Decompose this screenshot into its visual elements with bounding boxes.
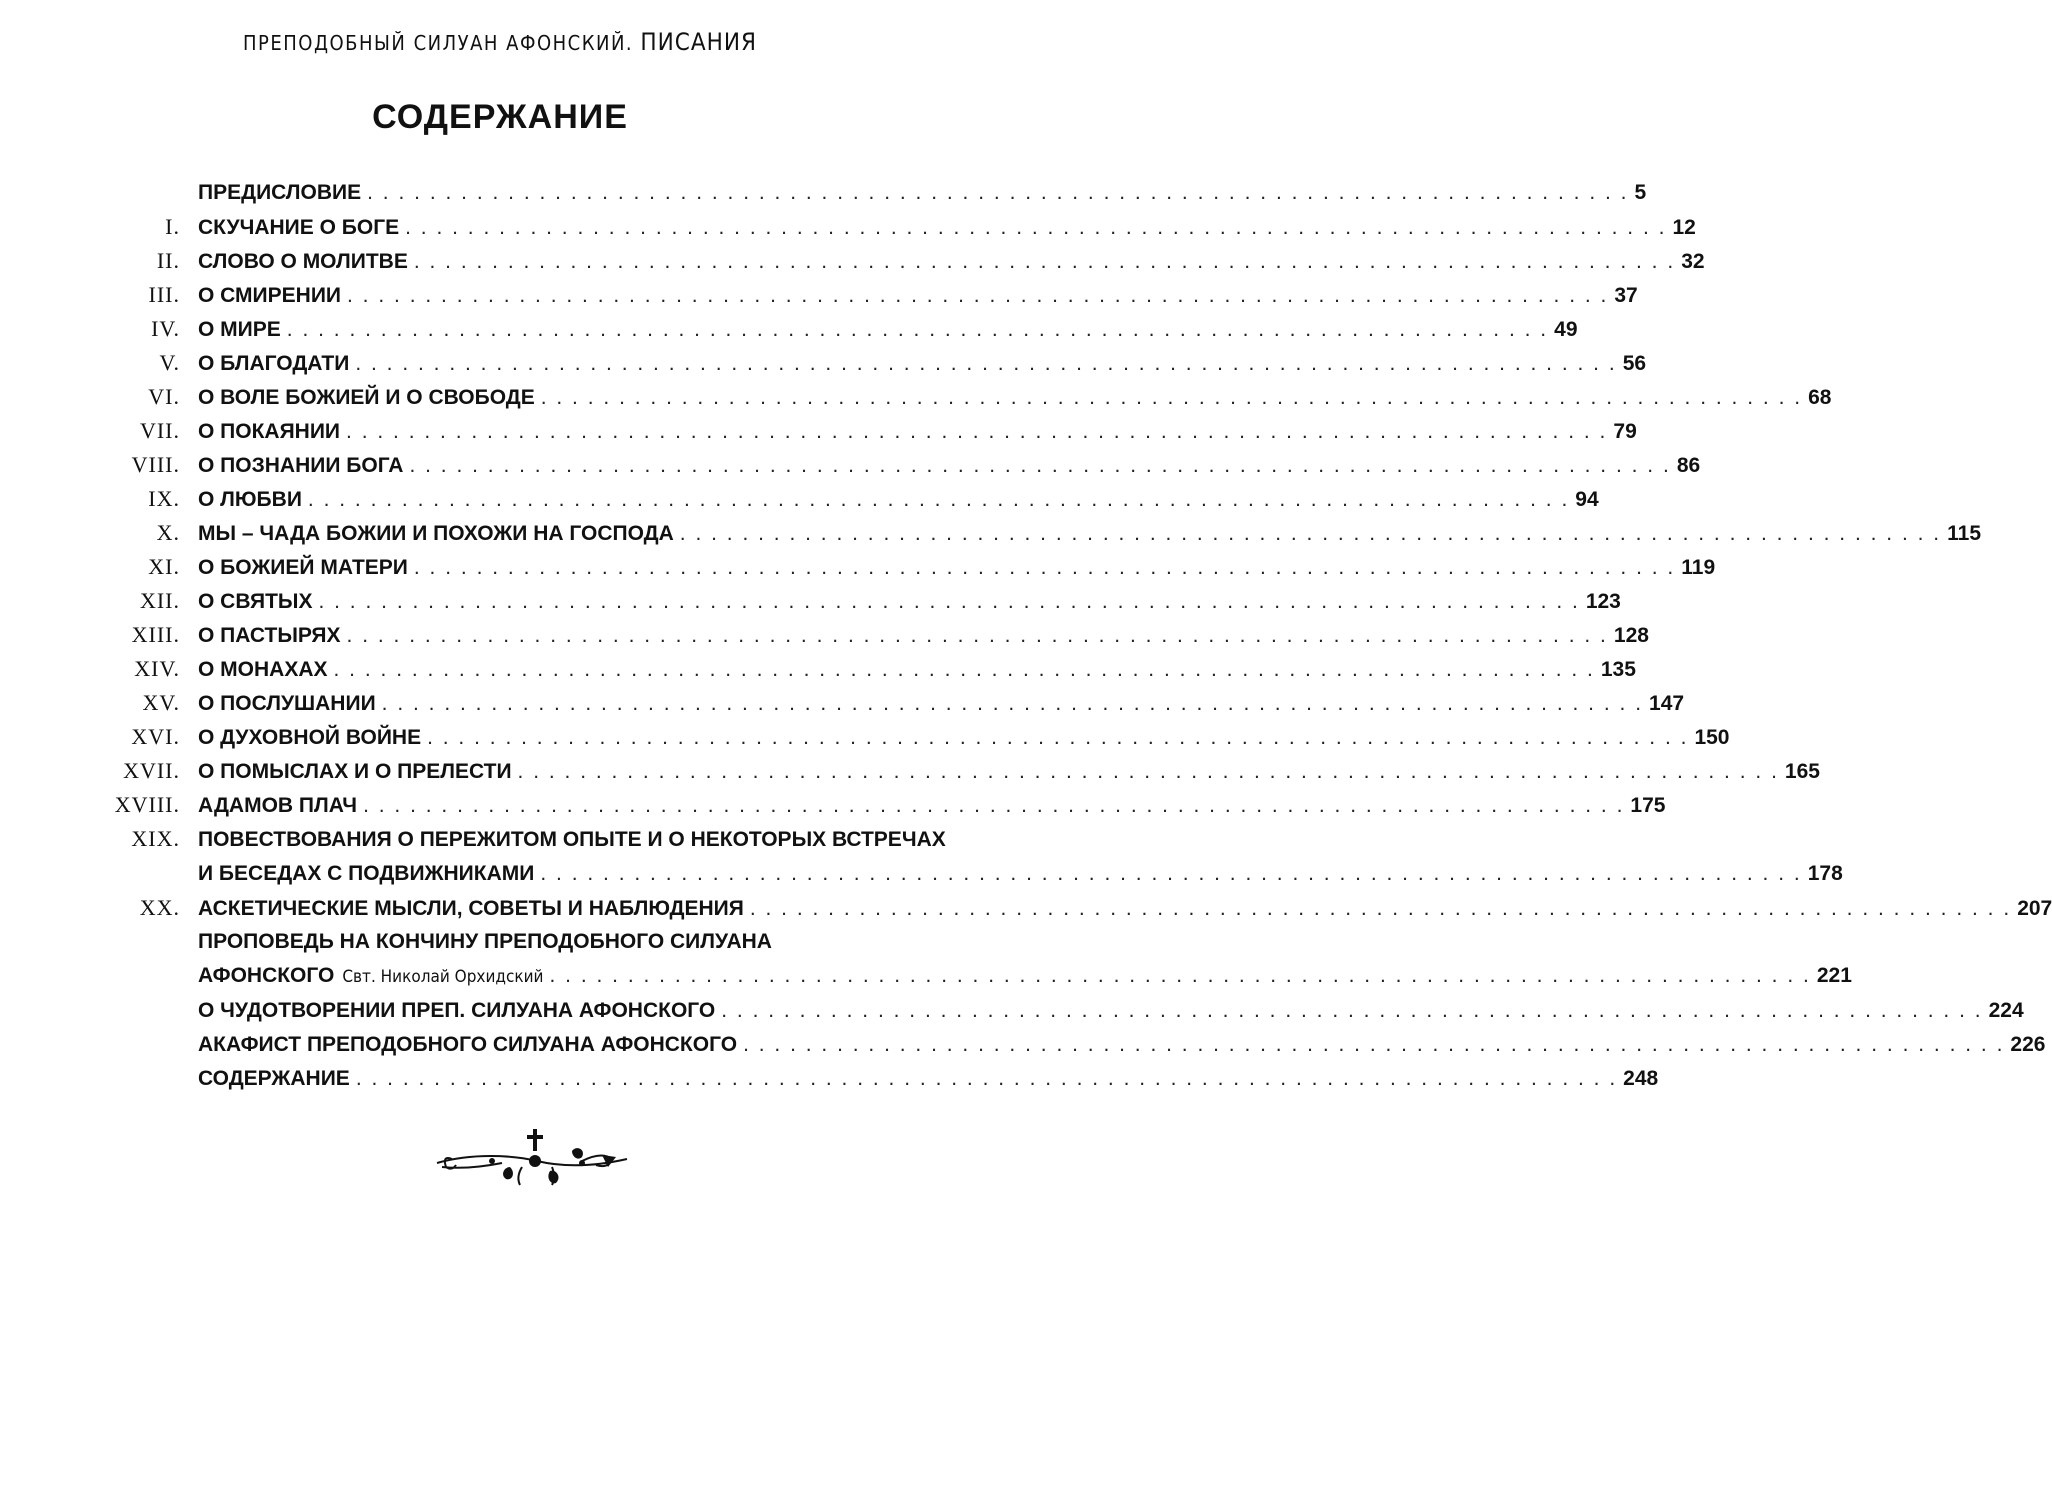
chapter-title: МЫ – ЧАДА БОЖИИ И ПОХОЖИ НА ГОСПОДА <box>198 522 674 545</box>
page-title: СОДЕРЖАНИЕ <box>372 98 628 136</box>
chapter-title: ПРЕДИСЛОВИЕ <box>198 181 362 204</box>
toc-entry[interactable] <box>100 925 1852 994</box>
dot-leader <box>318 585 1579 619</box>
page-number: 221 <box>1816 964 1852 987</box>
page-number: 147 <box>1649 692 1685 715</box>
page-number: 248 <box>1623 1067 1659 1090</box>
toc-entry[interactable] <box>100 720 1730 754</box>
dot-leader <box>363 789 1624 823</box>
page-number: 49 <box>1554 318 1578 341</box>
dot-leader <box>347 279 1608 313</box>
page-number: 207 <box>2017 897 2052 920</box>
chapter-title: О СМИРЕНИИ <box>198 284 342 307</box>
chapter-number: XII. <box>139 588 180 613</box>
toc-entry[interactable] <box>100 891 2052 925</box>
running-title-accent: ПИСАНИЯ <box>640 28 757 56</box>
page-number: 224 <box>1988 999 2024 1022</box>
dot-leader <box>414 245 1675 279</box>
page-number: 119 <box>1681 556 1716 579</box>
chapter-number: XVII. <box>123 758 180 783</box>
toc-entry[interactable] <box>100 176 1647 210</box>
chapter-number: II. <box>156 248 180 273</box>
dot-leader <box>367 176 1628 210</box>
section-title: АКАФИСТ ПРЕПОДОБНОГО СИЛУАНА АФОНСКОГО <box>198 1033 738 1056</box>
chapter-number: VIII. <box>131 452 180 477</box>
chapter-number: XIII. <box>131 622 180 647</box>
chapter-number: III. <box>148 282 180 307</box>
dot-leader <box>518 755 1779 789</box>
chapter-title: О ДУХОВНОЙ ВОЙНЕ <box>198 726 422 749</box>
dot-leader <box>308 483 1569 517</box>
dot-leader <box>405 211 1666 245</box>
toc-entry[interactable] <box>100 1062 1659 1096</box>
chapter-number: I. <box>165 214 180 239</box>
toc-entry[interactable] <box>100 788 1666 822</box>
page-number: 150 <box>1694 726 1730 749</box>
toc-entry[interactable] <box>100 278 1638 312</box>
dot-leader <box>427 721 1688 755</box>
page-number: 56 <box>1622 352 1647 375</box>
chapter-title: О ПАСТЫРЯХ <box>198 624 341 647</box>
page-number: 32 <box>1681 250 1705 273</box>
page-number: 86 <box>1676 454 1701 477</box>
dot-leader <box>541 381 1802 415</box>
chapter-number: XI. <box>148 554 180 579</box>
toc-entry[interactable] <box>100 618 1649 652</box>
chapter-title: СЛОВО О МОЛИТВЕ <box>198 250 408 273</box>
toc-entry[interactable] <box>100 822 1843 891</box>
dot-leader <box>409 449 1670 483</box>
chapter-number: XIV. <box>134 656 180 681</box>
page-number: 68 <box>1808 386 1832 409</box>
chapter-title: СКУЧАНИЕ О БОГЕ <box>198 216 400 239</box>
toc-entry[interactable] <box>100 380 1832 414</box>
chapter-title: О ПОСЛУШАНИИ <box>198 692 376 715</box>
toc-entry[interactable] <box>100 550 1716 584</box>
sermon-title-line1: ПРОПОВЕДЬ НА КОНЧИНУ ПРЕПОДОБНОГО СИЛУАНА <box>198 930 772 953</box>
page-number: 37 <box>1614 284 1638 307</box>
dot-leader <box>743 1028 2004 1062</box>
chapter-title: О ВОЛЕ БОЖИЕЙ И О СВОБОДЕ <box>198 386 535 409</box>
dot-leader <box>540 857 1801 891</box>
toc-entry[interactable] <box>100 244 1705 278</box>
dot-leader <box>414 551 1675 585</box>
dot-leader <box>680 517 1941 551</box>
page-number: 175 <box>1630 794 1666 817</box>
toc-entry[interactable] <box>100 754 1820 788</box>
chapter-title: О МИРЕ <box>198 318 281 341</box>
chapter-title-line2: И БЕСЕДАХ С ПОДВИЖНИКАМИ <box>198 862 535 885</box>
page-number: 79 <box>1613 420 1637 443</box>
chapter-number: IX. <box>148 486 180 511</box>
chapter-title: О ПОЗНАНИИ БОГА <box>198 454 404 477</box>
dot-leader <box>721 994 1982 1028</box>
toc-entry[interactable] <box>100 414 1637 448</box>
dot-leader <box>355 347 1616 381</box>
toc-entry[interactable] <box>100 482 1599 516</box>
chapter-number: XVIII. <box>114 792 180 817</box>
toc-entry[interactable] <box>100 312 1578 346</box>
chapter-title: О БОЖИЕЙ МАТЕРИ <box>198 556 408 579</box>
chapter-number: XIX. <box>131 826 180 851</box>
page-number: 128 <box>1613 624 1649 647</box>
toc-entry[interactable] <box>100 346 1647 380</box>
dot-leader <box>382 687 1643 721</box>
toc-entry[interactable] <box>100 210 1696 244</box>
chapter-title: АСКЕТИЧЕСКИЕ МЫСЛИ, СОВЕТЫ И НАБЛЮДЕНИЯ <box>198 897 744 920</box>
chapter-title: О БЛАГОДАТИ <box>198 352 350 375</box>
chapter-title: О СВЯТЫХ <box>198 590 313 613</box>
chapter-number: IV. <box>151 316 180 341</box>
dot-leader <box>750 892 2011 926</box>
chapter-title: О МОНАХАХ <box>198 658 328 681</box>
chapter-number: VI. <box>148 384 180 409</box>
chapter-title: О ПОКАЯНИИ <box>198 420 341 443</box>
chapter-number: XVI. <box>131 724 180 749</box>
dot-leader <box>356 1062 1617 1096</box>
running-title: ПРЕПОДОБНЫЙ СИЛУАН АФОНСКИЙ. <box>243 31 634 55</box>
section-title: СОДЕРЖАНИЕ <box>198 1067 350 1090</box>
chapter-number: X. <box>156 520 180 545</box>
chapter-title-line1: ПОВЕСТВОВАНИЯ О ПЕРЕЖИТОМ ОПЫТЕ И О НЕКОТОРЫХ ВСТРЕЧАХ <box>198 828 946 851</box>
table-of-contents <box>100 176 2052 1096</box>
dot-leader <box>347 619 1608 653</box>
dot-leader <box>346 415 1607 449</box>
page-number: 12 <box>1672 216 1696 239</box>
toc-entry[interactable] <box>100 652 1636 686</box>
toc-entry[interactable] <box>100 1028 2046 1062</box>
page-number: 115 <box>1947 522 1982 545</box>
running-header <box>0 28 1000 56</box>
dot-leader <box>334 653 1595 687</box>
chapter-title: О ПОМЫСЛАХ И О ПРЕЛЕСТИ <box>198 760 512 783</box>
chapter-number: V. <box>159 350 180 375</box>
chapter-title: АДАМОВ ПЛАЧ <box>198 794 358 817</box>
sermon-author: Свт. Николай Орхидский <box>342 967 544 987</box>
chapter-number: XV. <box>142 690 180 715</box>
chapter-number: VII. <box>139 418 180 443</box>
toc-entry[interactable] <box>100 584 1621 618</box>
dot-leader <box>287 313 1548 347</box>
page-number: 226 <box>2010 1033 2046 1056</box>
page-number: 178 <box>1807 862 1843 885</box>
chapter-number: XX. <box>139 895 180 920</box>
dot-leader <box>549 959 1810 993</box>
chapter-title: О ЛЮБВИ <box>198 488 302 511</box>
toc-entry[interactable] <box>100 516 1982 550</box>
floral-cross-ornament-icon <box>432 1125 632 1195</box>
section-title: О ЧУДОТВОРЕНИИ ПРЕП. СИЛУАНА АФОНСКОГО <box>198 999 716 1022</box>
page-number: 165 <box>1784 760 1820 783</box>
page-number: 135 <box>1600 658 1636 681</box>
page-number: 5 <box>1634 181 1647 204</box>
toc-entry[interactable] <box>100 686 1685 720</box>
page-number: 123 <box>1585 590 1621 613</box>
sermon-title-line2: АФОНСКОГО <box>198 964 335 987</box>
page-number: 94 <box>1575 488 1599 511</box>
toc-entry[interactable] <box>100 448 1701 482</box>
toc-entry[interactable] <box>100 994 2024 1028</box>
toc-list <box>100 176 1982 822</box>
